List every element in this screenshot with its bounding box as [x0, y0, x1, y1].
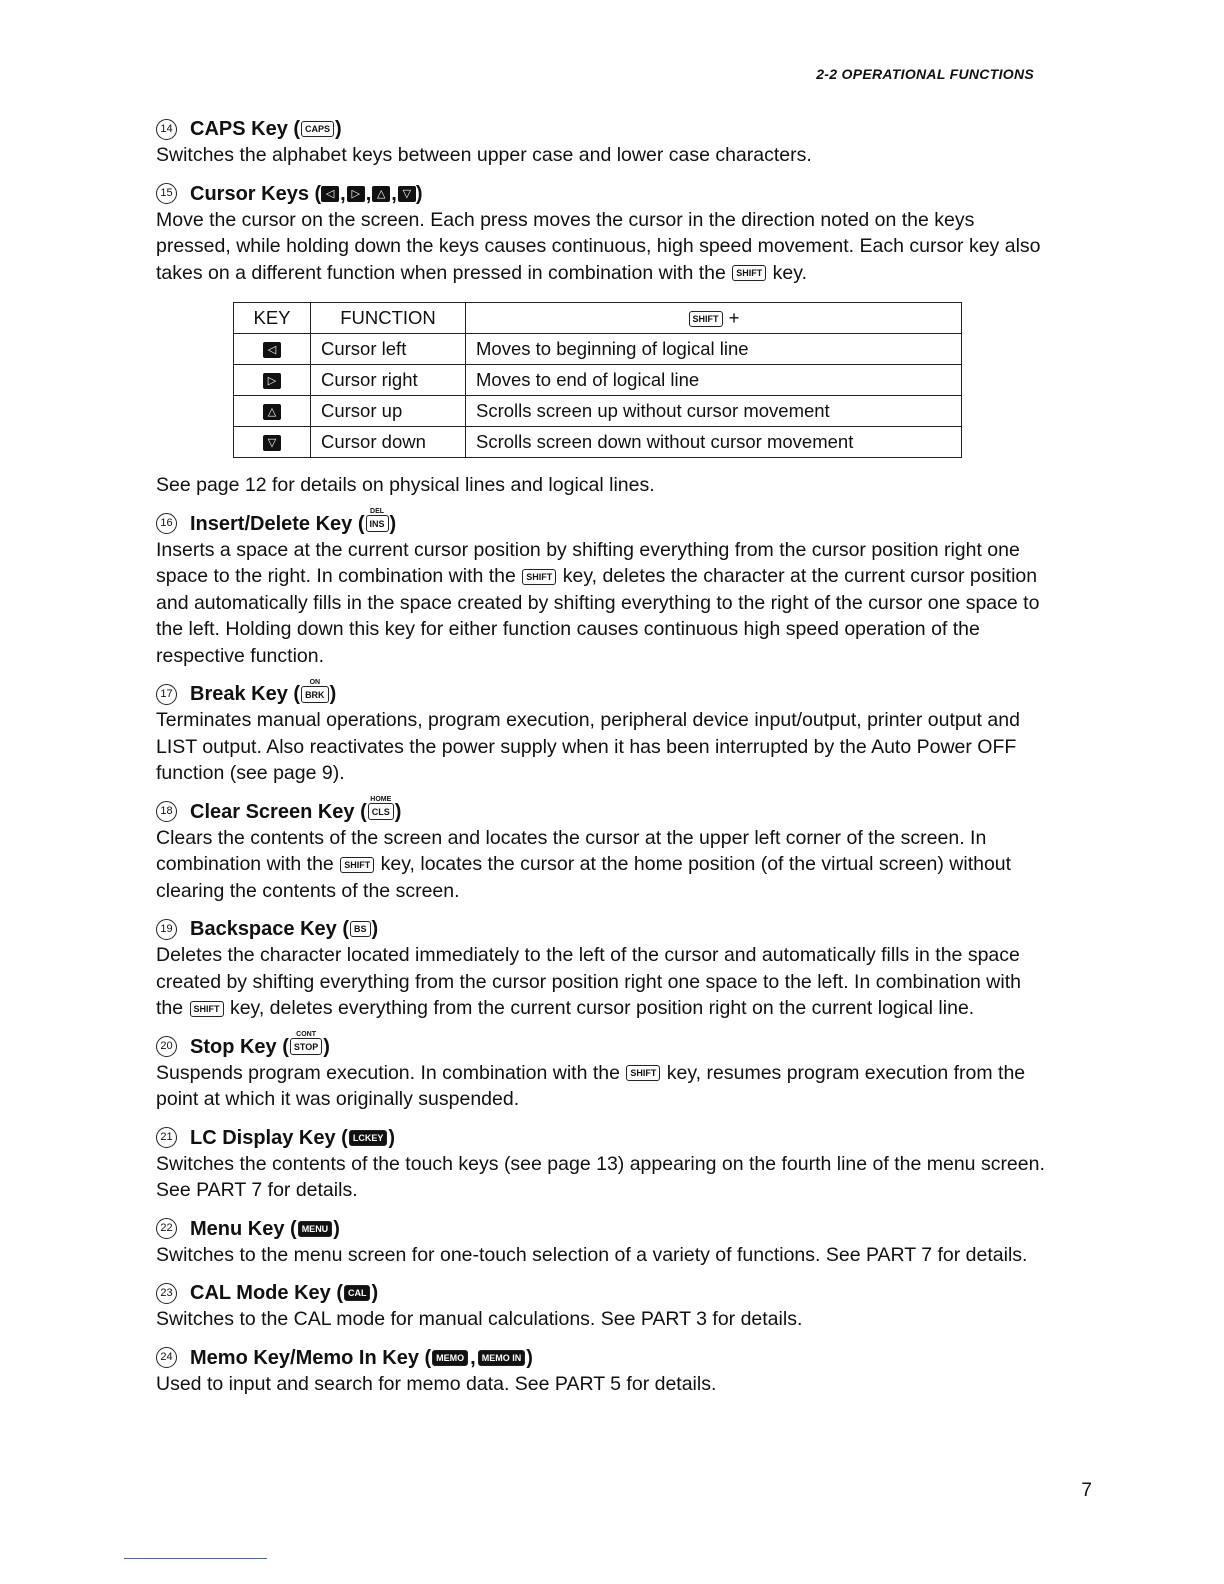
section-heading	[156, 678, 1046, 707]
cursor-down-key-icon: ▽	[263, 435, 281, 451]
item-number: 20	[156, 1036, 177, 1057]
cursor-right-key-icon: ▷	[263, 373, 281, 389]
brk-key-icon	[301, 678, 329, 703]
heading-text: CAPS Key (	[190, 118, 301, 140]
heading-text: Insert/Delete Key (	[190, 512, 365, 535]
shift-key-icon: SHIFT	[190, 1001, 224, 1017]
section-heading	[156, 1280, 1046, 1306]
body-text: key, deletes the character at the current cursor position and automatically fills in the space created by shifting everything to the right of the cursor one space to the left. Holding down this key for either function causes continuous high speed operation of the respective function.	[156, 565, 1040, 667]
item-number: 21	[156, 1127, 177, 1148]
heading-text: Menu Key (	[190, 1217, 297, 1240]
table-cell-key	[234, 396, 311, 427]
item-number: 24	[156, 1347, 177, 1368]
cursor-function-table	[233, 302, 962, 458]
section-body	[156, 825, 1046, 905]
cursor-right-key-icon: ▷	[347, 186, 365, 202]
heading-text: CAL Mode Key (	[190, 1282, 343, 1304]
body-text: key.	[772, 261, 807, 284]
section-heading	[156, 796, 1046, 825]
item-number: 15	[156, 183, 177, 204]
item-number: 16	[156, 513, 177, 534]
section-body: Used to input and search for memo data. See PART 5 for details.	[156, 1372, 717, 1395]
header-shifted	[466, 303, 962, 334]
heading-close: )	[388, 1126, 396, 1149]
key-over-label: ON	[309, 678, 321, 686]
cursor-up-key-icon: △	[372, 186, 390, 202]
heading-close: )	[323, 1035, 330, 1058]
cal-mode-key-section	[156, 1280, 1046, 1333]
heading-text: Break Key (	[190, 683, 301, 705]
cursor-down-key-icon: ▽	[398, 186, 416, 202]
cal-key-icon: CAL	[344, 1285, 371, 1301]
lckey-key-icon: LCKEY	[349, 1130, 388, 1146]
item-number: 18	[156, 801, 177, 822]
footer-divider	[124, 1558, 267, 1559]
page-content	[156, 116, 1046, 1409]
heading-text: LC Display Key (	[190, 1126, 348, 1149]
key-over-label: CONT	[296, 1031, 316, 1038]
ins-key-icon	[366, 508, 389, 532]
menu-key-icon: MENU	[298, 1221, 333, 1237]
table-row	[234, 427, 962, 458]
item-number: 19	[156, 919, 177, 940]
section-body	[156, 942, 1046, 1022]
table-row	[234, 334, 962, 365]
body-text: key, deletes everything from the current cursor position right on the current logical line.	[229, 997, 975, 1019]
see-page-note: See page 12 for details on physical lines and logical lines.	[156, 474, 655, 496]
body-text: Suspends program execution. In combination with the	[156, 1061, 620, 1084]
key-label: STOP	[293, 1042, 319, 1052]
body-text: Deletes the character located immediately to the left of the cursor and automatically fills in the space created by shifting everything from the cursor position right one space to the left. In combination with the	[156, 944, 1021, 1019]
cls-key-icon	[368, 796, 394, 820]
backspace-key-section	[156, 916, 1046, 1022]
table-cell-shifted: Moves to beginning of logical line	[466, 334, 962, 365]
table-cell-key	[234, 365, 311, 396]
key-label: CLS	[371, 807, 390, 817]
cursor-left-key-icon: ◁	[321, 186, 339, 202]
menu-key-section	[156, 1216, 1046, 1269]
header-key: KEY	[234, 303, 311, 334]
table-cell-function: Cursor up	[311, 396, 466, 427]
key-label: BRK	[305, 689, 325, 700]
insert-delete-key-section	[156, 508, 1046, 670]
memo-key-section	[156, 1345, 1046, 1398]
table-cell-function: Cursor right	[311, 365, 466, 396]
cursor-up-key-icon: △	[263, 404, 281, 420]
section-body: Switches the contents of the touch keys (see page 13) appearing on the fourth line of the menu screen. See PART 7 for details.	[156, 1152, 1045, 1201]
page-header: 2-2 OPERATIONAL FUNCTIONS	[816, 66, 1034, 82]
stop-key-section	[156, 1031, 1046, 1113]
body-text: key, locates the cursor at the home position (of the virtual screen) without clearing the contents of the screen.	[156, 853, 1012, 902]
heading-close: )	[371, 918, 379, 940]
table-cell-shifted: Moves to end of logical line	[466, 365, 962, 396]
body-text: Inserts a space at the current cursor position by shifting everything from the cursor position right one space to the right. In combination with the	[156, 538, 1020, 587]
section-heading	[156, 508, 1046, 537]
heading-close: )	[333, 1217, 340, 1240]
shift-key-icon: SHIFT	[689, 311, 723, 327]
key-over-label: HOME	[370, 796, 392, 803]
clear-screen-key-section	[156, 796, 1046, 905]
heading-close: )	[335, 118, 342, 140]
table-cell-shifted: Scrolls screen down without cursor movement	[466, 427, 962, 458]
section-heading	[156, 916, 1046, 942]
section-body: Switches to the CAL mode for manual calculations. See PART 3 for details.	[156, 1308, 803, 1330]
header-plus: +	[728, 307, 740, 328]
cursor-left-key-icon: ◁	[263, 342, 281, 358]
heading-close: )	[394, 800, 402, 823]
table-cell-shifted: Scrolls screen up without cursor movement	[466, 396, 962, 427]
key-label: INS	[369, 519, 385, 529]
key-over-label: DEL	[370, 508, 385, 515]
table-cell-key	[234, 427, 311, 458]
page-number: 7	[1081, 1480, 1092, 1501]
heading-close: )	[526, 1346, 533, 1369]
body-text: key, resumes program execution from the point at which it was originally suspended.	[156, 1061, 1026, 1110]
heading-text: Stop Key (	[190, 1035, 289, 1058]
table-cell-function: Cursor down	[311, 427, 466, 458]
heading-close: )	[415, 182, 423, 205]
section-heading	[156, 1125, 1046, 1151]
item-number: 17	[156, 684, 177, 705]
table-cell-key	[234, 334, 311, 365]
memo-in-key-icon: MEMO IN	[478, 1350, 526, 1366]
body-text: Clears the contents of the screen and locates the cursor at the upper left corner of the screen. In combination with the	[156, 826, 987, 875]
table-row	[234, 365, 962, 396]
section-body	[156, 537, 1046, 670]
item-number: 14	[156, 119, 177, 140]
section-body: Terminates manual operations, program execution, peripheral device input/output, printer output and LIST output. Also reactivates the power supply when it has been interrupted by the Auto Power OFF function (see page 9).	[156, 709, 1020, 784]
cursor-keys-section	[156, 181, 1046, 499]
break-key-section	[156, 678, 1046, 787]
section-body: Switches to the menu screen for one-touch selection of a variety of functions. See PART 7 for details.	[156, 1243, 1028, 1266]
section-heading	[156, 1031, 1046, 1060]
item-number: 22	[156, 1218, 177, 1239]
shift-key-icon: SHIFT	[340, 857, 374, 873]
section-body: Switches the alphabet keys between upper case and lower case characters.	[156, 144, 812, 166]
stop-key-icon	[290, 1031, 322, 1055]
item-number: 23	[156, 1283, 177, 1304]
section-heading	[156, 116, 1046, 142]
shift-key-icon: SHIFT	[522, 569, 556, 585]
body-text: Move the cursor on the screen. Each press moves the cursor in the direction noted on the keys pressed, while holding down the keys causes continuous, high speed movement. Each cursor key also takes on a different function when pressed in combination with the	[156, 208, 1041, 284]
lc-display-key-section	[156, 1125, 1046, 1204]
section-body	[156, 1060, 1046, 1113]
section-heading	[156, 1216, 1046, 1242]
separator: ,	[470, 1346, 476, 1369]
table-cell-function: Cursor left	[311, 334, 466, 365]
header-function: FUNCTION	[311, 303, 466, 334]
caps-key-icon: CAPS	[301, 121, 334, 137]
heading-close: )	[371, 1282, 379, 1304]
shift-key-icon: SHIFT	[626, 1065, 660, 1081]
heading-close: )	[389, 512, 397, 535]
heading-text: Memo Key/Memo In Key (	[190, 1346, 432, 1369]
heading-text: Clear Screen Key (	[190, 800, 367, 823]
heading-text: Cursor Keys (	[190, 182, 322, 205]
bs-key-icon: BS	[350, 921, 371, 937]
section-body	[156, 207, 1046, 287]
memo-key-icon: MEMO	[432, 1350, 468, 1366]
shift-key-icon: SHIFT	[732, 265, 766, 281]
table-header-row	[234, 303, 962, 334]
table-row	[234, 396, 962, 427]
caps-key-section	[156, 116, 1046, 169]
heading-close: )	[329, 683, 337, 705]
heading-text: Backspace Key (	[190, 918, 349, 940]
section-heading: 15 Cursor Keys ( ◁ , ▷ , △ , ▽ )	[156, 181, 1046, 207]
section-heading	[156, 1345, 1046, 1371]
